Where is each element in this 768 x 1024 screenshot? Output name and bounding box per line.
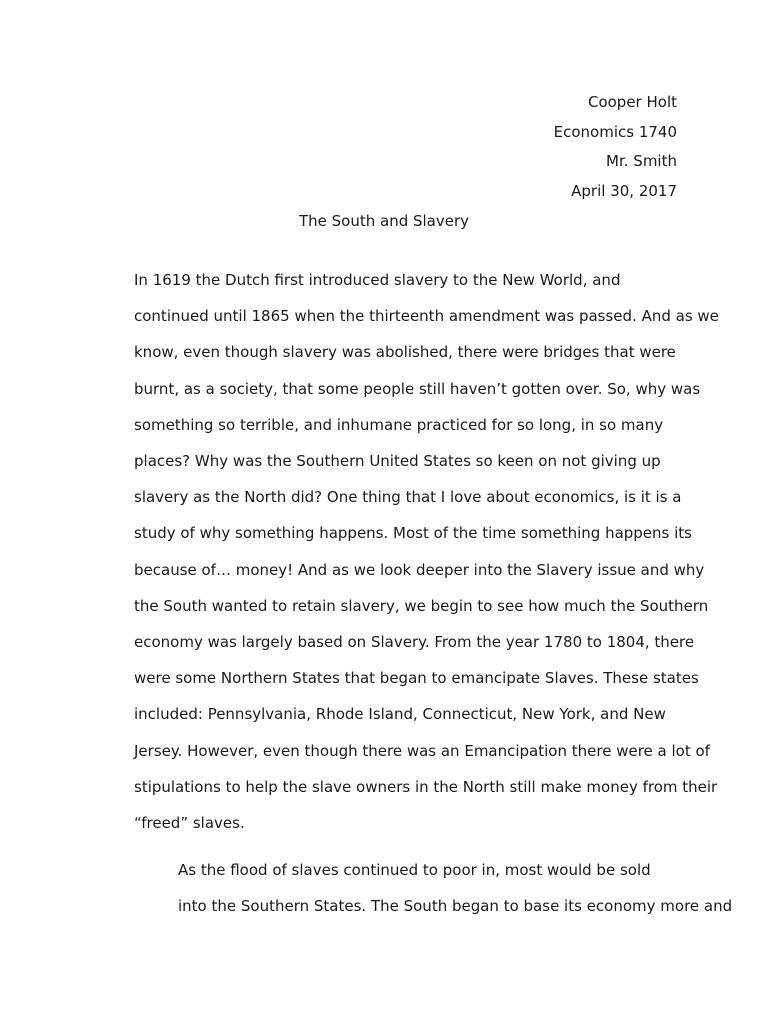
header-block [554, 88, 677, 207]
paragraph-line: places? Why was the Southern United States so keen on not giving up [134, 452, 661, 471]
paragraph-line: “freed” slaves. [134, 814, 245, 833]
paragraph-line: Jersey. However, even though there was an Emancipation there were a lot of [134, 741, 710, 760]
paragraph-line: included: Pennsylvania, Rhode Island, Connecticut, New York, and New [134, 705, 666, 724]
paragraph-line: burnt, as a society, that some people still haven’t gotten over. So, why was [134, 379, 701, 398]
paragraph-line: continued until 1865 when the thirteenth amendment was passed. And as we [134, 307, 719, 326]
paragraph-line: As the flood of slaves continued to poor in, most would be sold [178, 861, 651, 879]
paragraph-line: the South wanted to retain slavery, we begin to see how much the Southern [134, 596, 709, 615]
course-name: Economics 1740 [553, 122, 677, 141]
paragraph-line: stipulations to help the slave owners in the North still make money from their [134, 777, 718, 796]
paragraph-line: something so terrible, and inhumane practiced for so long, in so many [134, 415, 664, 434]
document-date: April 30, 2017 [571, 182, 677, 201]
paragraph-line: study of why something happens. Most of the time something happens its [134, 524, 692, 543]
paragraph-line: because of… money! And as we look deeper into the Slavery issue and why [134, 560, 705, 579]
paragraph-1 [90, 262, 719, 841]
paragraph-line: know, even though slavery was abolished, there were bridges that were [134, 343, 676, 362]
paragraph-line: were some Northern States that began to emancipate Slaves. These states [134, 669, 699, 688]
paragraph-line: into the Southern States. The South began to base its economy more and [178, 897, 733, 916]
paragraph-line: economy was largely based on Slavery. From the year 1780 to 1804, there [134, 633, 695, 652]
author-name: Cooper Holt [587, 93, 677, 111]
document-title: The South and Slavery [298, 212, 470, 230]
paragraph-2 [90, 852, 733, 924]
paragraph-line: slavery as the North did? One thing that I love about economics, is it is a [134, 488, 682, 507]
paragraph-line: In 1619 the Dutch first introduced slavery to the New World, and [134, 271, 621, 289]
instructor-name: Mr. Smith [606, 152, 677, 171]
